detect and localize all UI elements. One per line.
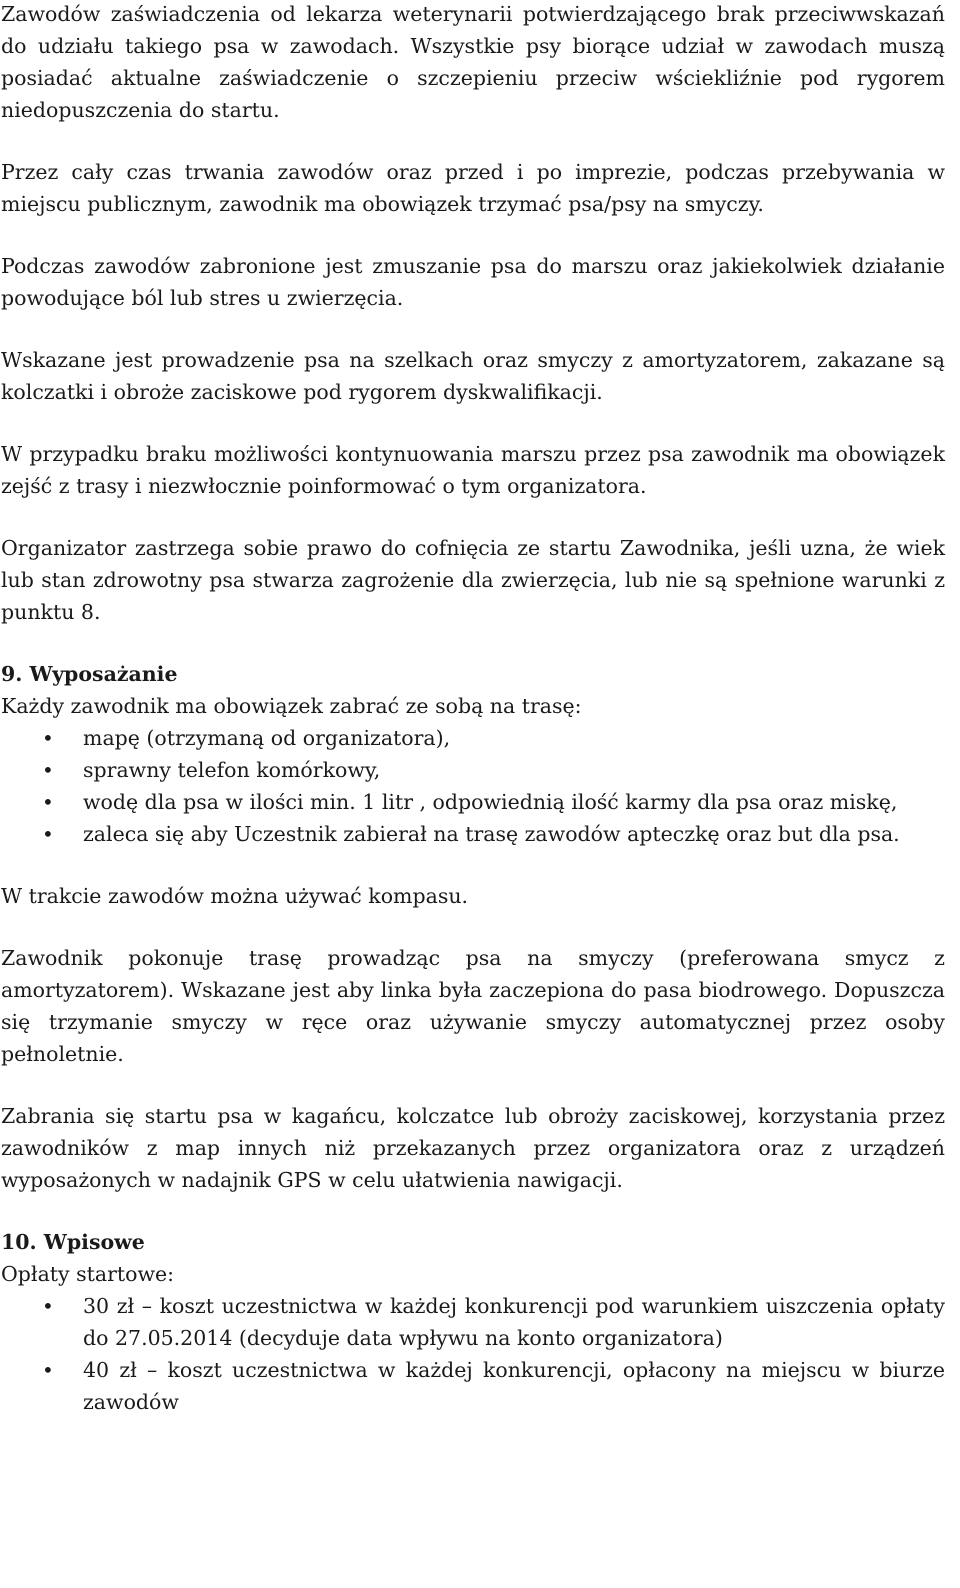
bullet-icon: •: [42, 790, 54, 814]
fee-list: [1, 1290, 945, 1418]
paragraph-harness: Wskazane jest prowadzenie psa na szelkach oraz smyczy z amortyzatorem, zakazane są kolczatki i obroże zaciskowe pod rygorem dyskwalifikacji.: [1, 348, 945, 404]
section-heading-entry-fee: 10. Wpisowe: [1, 1230, 145, 1254]
equipment-list: [1, 722, 945, 850]
list-item: [1, 1354, 945, 1418]
paragraph-leash-handling: Zawodnik pokonuje trasę prowadząc psa na smyczy (preferowana smycz z amortyzatorem). Wskazane jest aby linka była zaczepiona do pasa biodrowego. Dopuszcza się trzymanie smyczy w ręce oraz używanie smyczy automatycznej przez osoby pełnoletnie.: [1, 946, 945, 1066]
list-item-text: wodę dla psa w ilości min. 1 litr , odpowiednią ilość karmy dla psa oraz miskę,: [83, 790, 898, 814]
paragraph-prohibitions: Zabrania się startu psa w kagańcu, kolczatce lub obroży zaciskowej, korzystania przez zawodników z map innych niż przekazanych przez organizatora oraz z urządzeń wyposażonych w nadajnik GPS w celu ułatwienia nawigacji.: [1, 1104, 945, 1192]
bullet-icon: •: [42, 1358, 54, 1382]
bullet-icon: •: [42, 726, 54, 750]
section-heading-equipment: 9. Wyposażanie: [1, 662, 178, 686]
section-lead-entry-fee: Opłaty startowe:: [1, 1262, 175, 1286]
list-item-text: mapę (otrzymaną od organizatora),: [83, 726, 451, 750]
list-item-text: zaleca się aby Uczestnik zabierał na trasę zawodów apteczkę oraz but dla psa.: [83, 822, 900, 846]
paragraph-leash-rule: Przez cały czas trwania zawodów oraz przed i po imprezie, podczas przebywania w miejscu publicznym, zawodnik ma obowiązek trzymać psa/psy na smyczy.: [1, 160, 945, 216]
paragraph-organizer-rights: Organizator zastrzega sobie prawo do cofnięcia ze startu Zawodnika, jeśli uzna, że wiek lub stan zdrowotny psa stwarza zagrożenie dla zwierzęcia, lub nie są spełnione warunki z punktu 8.: [1, 536, 945, 624]
paragraph-vet-certificate: Zawodów zaświadczenia od lekarza weterynarii potwierdzającego brak przeciwwskazań do udziału takiego psa w zawodach. Wszystkie psy biorące udział w zawodach muszą posiadać aktualne zaświadczenie o szczepieniu przeciw wściekliźnie pod rygorem niedopuszczenia do startu.: [1, 2, 945, 122]
list-item: [1, 722, 945, 754]
bullet-icon: •: [42, 1294, 54, 1318]
bullet-icon: •: [42, 758, 54, 782]
list-item-text: sprawny telefon komórkowy,: [83, 758, 381, 782]
list-item: [1, 754, 945, 786]
list-item: [1, 818, 945, 850]
section-lead-equipment: Każdy zawodnik ma obowiązek zabrać ze sobą na trasę:: [1, 694, 582, 718]
list-item-text: 40 zł – koszt uczestnictwa w każdej konkurencji, opłacony na miejscu w biurze zawodów: [83, 1358, 945, 1414]
paragraph-withdrawal: W przypadku braku możliwości kontynuowania marszu przez psa zawodnik ma obowiązek zejść z trasy i niezwłocznie poinformować o tym organizatora.: [1, 442, 945, 498]
bullet-icon: •: [42, 822, 54, 846]
paragraph-no-forcing: Podczas zawodów zabronione jest zmuszanie psa do marszu oraz jakiekolwiek działanie powodujące ból lub stres u zwierzęcia.: [1, 254, 945, 310]
list-item: [1, 786, 945, 818]
list-item-text: 30 zł – koszt uczestnictwa w każdej konkurencji pod warunkiem uiszczenia opłaty do 27.05.2014 (decyduje data wpływu na konto organizatora): [83, 1294, 945, 1350]
list-item: [1, 1290, 945, 1354]
paragraph-compass: W trakcie zawodów można używać kompasu.: [1, 884, 469, 908]
